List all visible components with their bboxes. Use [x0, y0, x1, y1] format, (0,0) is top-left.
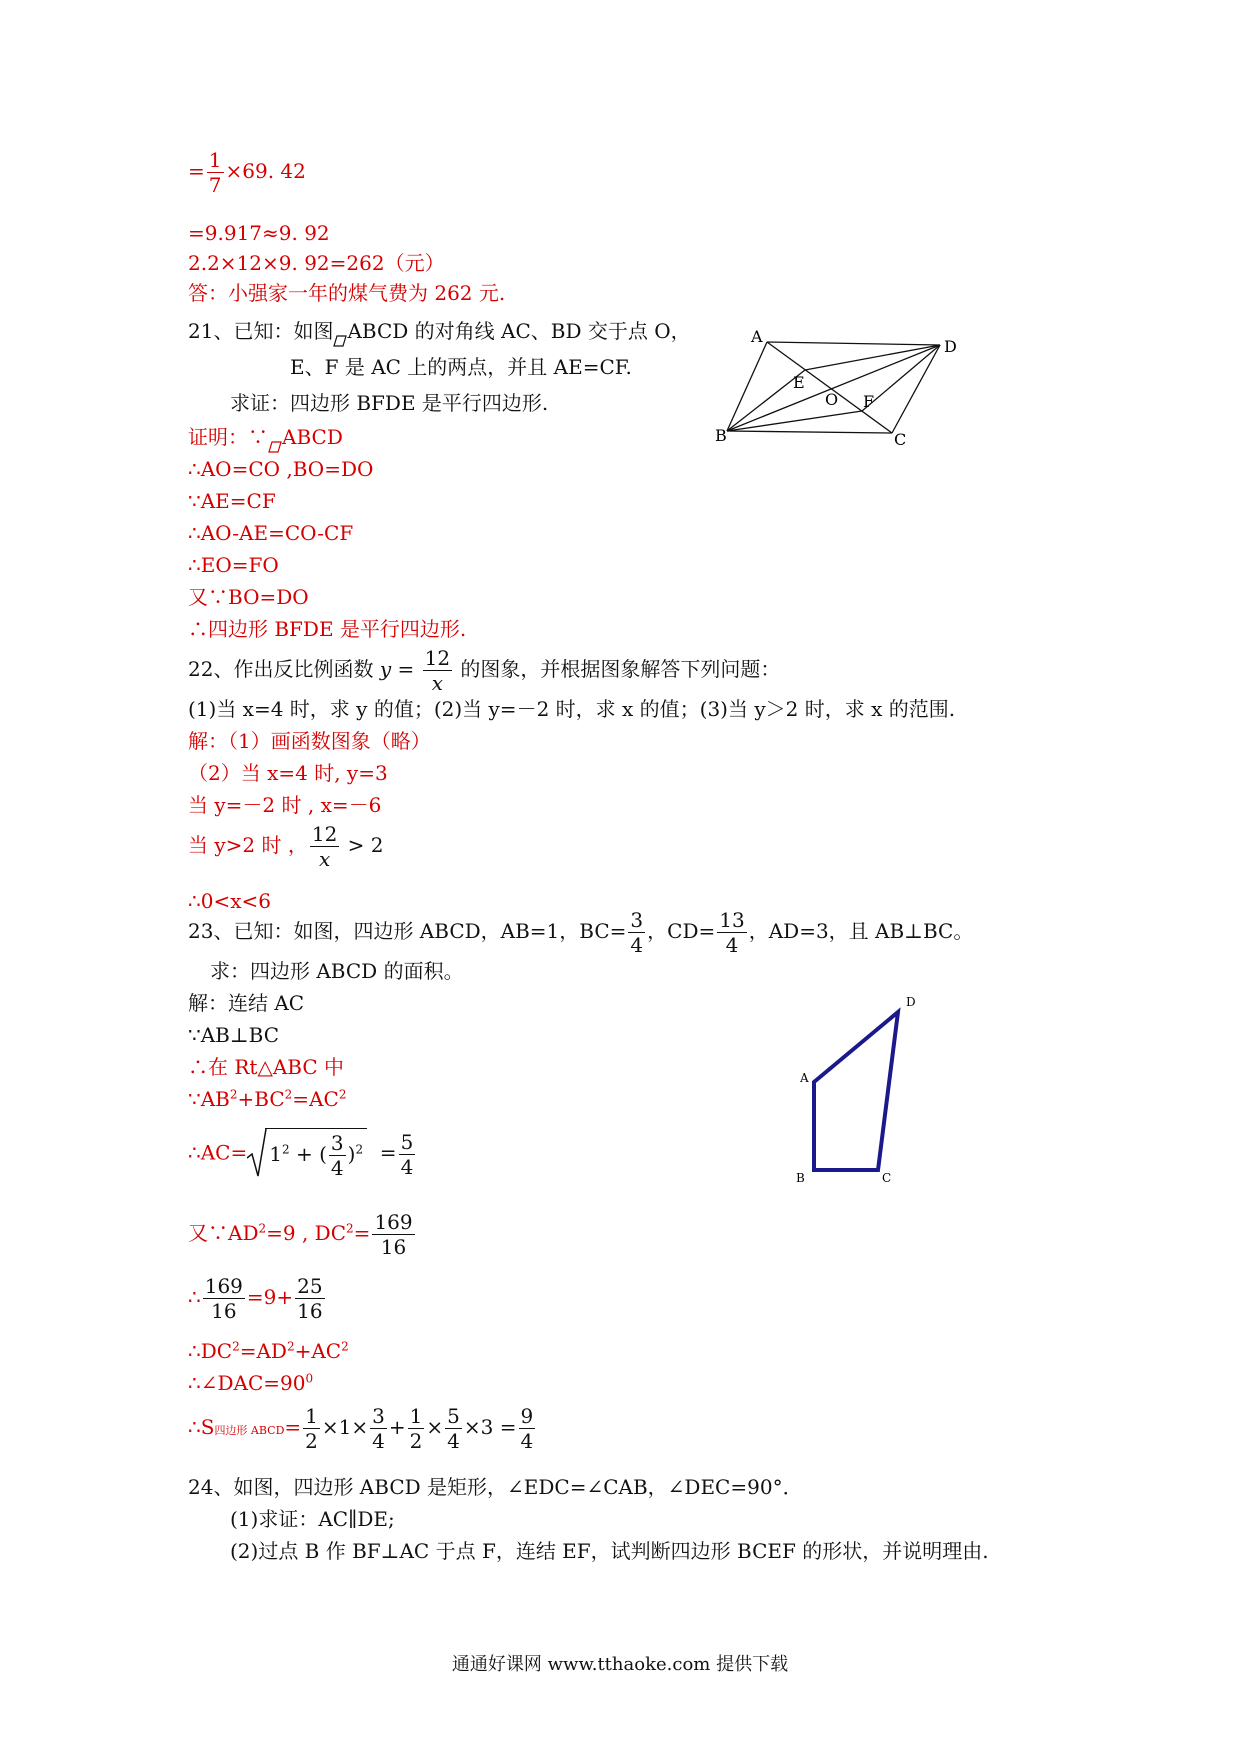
label-F: F	[863, 392, 875, 411]
fraction: $\frac{5}{4}$	[400, 1129, 414, 1179]
q21-prove: 求证：四边形 BFDE 是平行四边形.	[230, 391, 549, 415]
label-B: B	[796, 1171, 805, 1185]
q21-parallelogram-figure	[715, 328, 975, 448]
label-D: D	[944, 337, 957, 356]
q24-part1: (1)求证：AC∥DE;	[230, 1507, 395, 1531]
label-A: A	[751, 328, 763, 346]
label-C: C	[882, 1171, 892, 1185]
parallelogram-icon	[333, 327, 347, 339]
fraction: $\frac{12}{x}$	[424, 646, 451, 695]
fraction: $\frac{5}{4}$	[447, 1404, 460, 1453]
label-E: E	[793, 373, 805, 392]
q21-step6: ∴四边形 BFDE 是平行四边形.	[188, 617, 467, 641]
fraction: $\frac{13}{4}$	[719, 908, 745, 957]
fraction: $\frac{1}{2}$	[409, 1404, 423, 1453]
label-B: B	[715, 426, 727, 445]
fraction: $\frac{169}{16}$	[204, 1274, 243, 1323]
q20-line3: 2.2×12×9. 92=262（元）	[188, 251, 445, 275]
q24-part2: (2)过点 B 作 BF⊥AC 于点 F，连结 EF，试判断四边形 BCEF 的形状，并说明理由.	[230, 1539, 989, 1563]
fraction: $\frac{1}{7}$	[208, 148, 222, 197]
q22-title: 22、作出反比例函数 y = $\frac{12}{x}$ 的图象，并根据图象解答下列问题：	[188, 646, 781, 695]
q20-answer: 答：小强家一年的煤气费为 262 元.	[188, 281, 506, 305]
q23-step4: ∴AC= $1^2$ + ( $\frac{3}{4}$ )$^2$ = $\frac{5}{4}$	[188, 1129, 414, 1180]
q20-line2: =9.917≈9. 92	[188, 221, 330, 245]
q21-given: E、F 是 AC 上的两点，并且 AE=CF.	[290, 355, 632, 379]
sqrt-expression: $1^2$ + ( $\frac{3}{4}$ )$^2$	[247, 1128, 367, 1180]
q22-answer5: ∴0<x<6	[188, 889, 271, 913]
fraction: $\frac{1}{2}$	[305, 1404, 318, 1453]
q21-step4: ∴EO=FO	[188, 553, 279, 577]
q23-quadrilateral-figure	[780, 990, 940, 1190]
label-O: O	[825, 390, 839, 409]
q23-step9: ∴S四边形 ABCD= $\frac{1}{2}$ ×1× $\frac{3}{4}$ + $\frac{1}{2}$ × $\frac{5}{4}$ ×3 = $\frac{9}{4}$	[188, 1404, 534, 1453]
q22-questions: (1)当 x=4 时，求 y 的值；(2)当 y=－2 时，求 x 的值；(3)当 y＞2 时，求 x 的范围.	[188, 697, 956, 721]
q23-step3: $\because AB^2+BC^2=AC^2$	[188, 1087, 347, 1111]
label-D: D	[906, 995, 916, 1009]
q21-step5: 又∵BO=DO	[188, 585, 309, 609]
fraction: $\frac{3}{4}$	[372, 1404, 385, 1453]
q23-step1: ∵AB⊥BC	[188, 1023, 280, 1047]
label-C: C	[894, 430, 907, 448]
parallelogram-icon	[268, 433, 282, 445]
q21-title: 21、已知：如图 ABCD 的对角线 AC、BD 交于点 O，	[188, 318, 691, 344]
q21-step1: ∴AO=CO ,BO=DO	[188, 457, 374, 481]
q21-proof-start: 证明：∵ ABCD	[188, 424, 343, 450]
fraction: $\frac{12}{x}$	[311, 822, 338, 871]
q23-step7: $\therefore DC^2=AD^2+AC^2$	[188, 1339, 349, 1363]
q24-title: 24、如图，四边形 ABCD 是矩形，∠EDC=∠CAB，∠DEC=90°．	[188, 1475, 803, 1499]
fraction: $\frac{9}{4}$	[520, 1404, 534, 1453]
q23-step5: 又$\because AD^2=9$ , $DC^2=$ $\frac{169}{16}$	[188, 1210, 413, 1259]
fraction: $\frac{3}{4}$	[330, 1131, 344, 1180]
q21-step2: ∵AE=CF	[188, 489, 276, 513]
fraction: $\frac{169}{16}$	[374, 1210, 413, 1259]
fraction: $\frac{25}{16}$	[297, 1274, 323, 1323]
q22-answer3: 当 y=－2 时 , x=－6	[188, 793, 382, 817]
q23-step6: ∴ $\frac{169}{16}$ =9+ $\frac{25}{16}$	[188, 1274, 323, 1323]
q20-line1: = $\frac{1}{7}$ ×69. 42	[188, 148, 306, 197]
page-footer: 通通好课网 www.tthaoke.com 提供下载	[451, 1654, 789, 1675]
q23-step8: $\therefore\angle DAC=90^0$	[188, 1371, 314, 1395]
q22-answer1: 解：（1）画函数图象（略）	[188, 729, 431, 753]
q23-title: 23、已知：如图，四边形 ABCD，AB=1，BC= $\frac{3}{4}$ ，CD= $\frac{13}{4}$ ，AD=3，且 AB⊥BC。	[188, 908, 974, 957]
q22-answer4: 当 y>2 时 ， $\frac{12}{x}$ > 2	[188, 822, 384, 871]
q22-answer2: （2）当 x=4 时, y=3	[188, 761, 388, 785]
label-A: A	[800, 1071, 809, 1085]
q23-step2: ∴在 Rt△ABC 中	[188, 1055, 345, 1079]
fraction: $\frac{3}{4}$	[630, 908, 644, 957]
q23-step0: 解：连结 AC	[188, 991, 305, 1015]
q23-ask: 求：四边形 ABCD 的面积。	[210, 959, 464, 983]
q21-step3: ∴AO-AE=CO-CF	[188, 521, 354, 545]
